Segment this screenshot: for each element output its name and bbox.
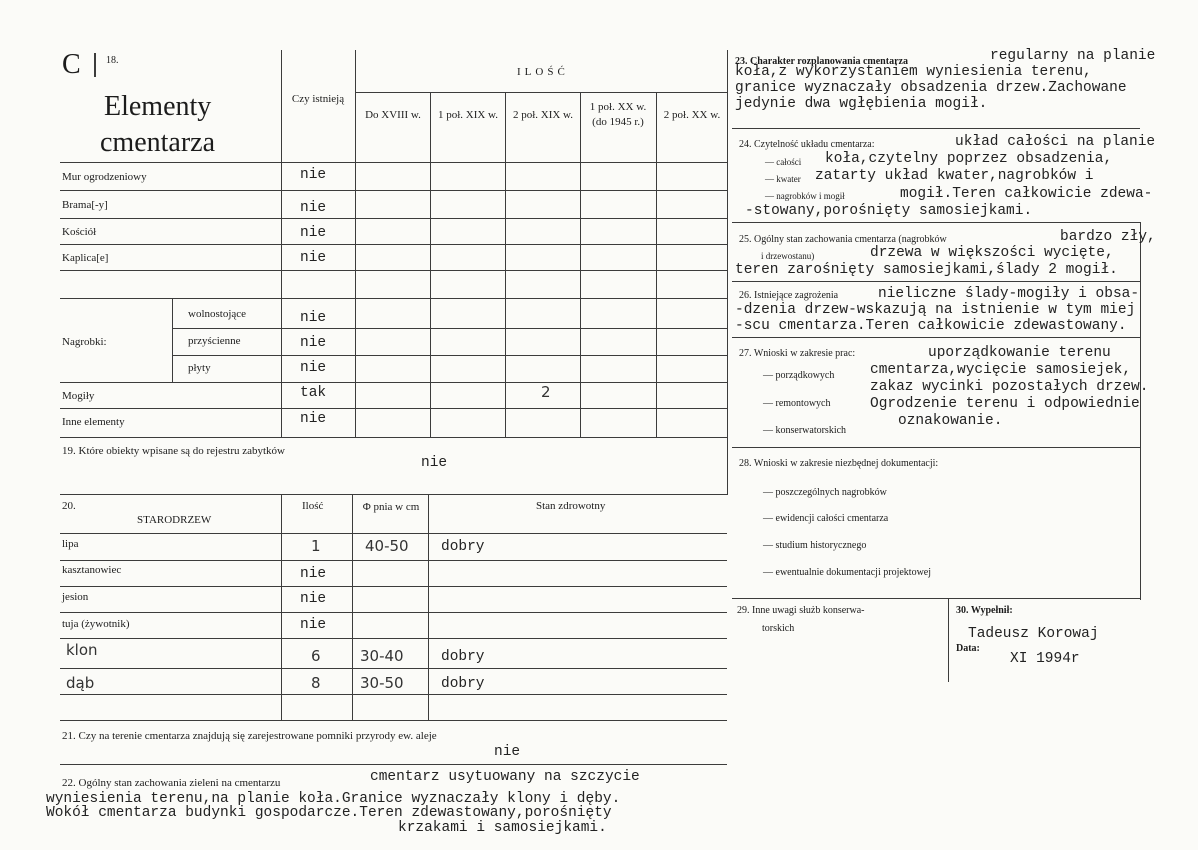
tree-count: nie bbox=[300, 566, 327, 582]
element-label: Brama[-y] bbox=[62, 199, 108, 211]
q20-col-count: Ilość bbox=[302, 500, 324, 512]
tree-diameter: 30-50 bbox=[360, 674, 404, 692]
q27-line: oznakowanie. bbox=[898, 413, 1003, 429]
q23-line: jedynie dwa wgłębienia mogił. bbox=[735, 96, 988, 112]
tree-count: 6 bbox=[311, 647, 321, 665]
element-label: Kaplica[e] bbox=[62, 252, 109, 264]
q28-item: — poszczególnych nagrobków bbox=[763, 487, 887, 498]
col-quantity-header: ILOŚĆ bbox=[517, 66, 569, 78]
gravestones-label: Nagrobki: bbox=[62, 336, 107, 348]
q20-col-health: Stan zdrowotny bbox=[536, 500, 606, 512]
graves-count: 2 bbox=[541, 383, 551, 401]
q22-line: wyniesienia terenu,na planie koła.Granice wyznaczały klony i dęby. bbox=[46, 791, 621, 807]
q20-number: 20. bbox=[62, 500, 76, 512]
q23-line: regularny na planie bbox=[990, 48, 1156, 64]
element-exists: nie bbox=[300, 167, 327, 183]
q25-label: 25. Ogólny stan zachowania cmentarza (nagrobków bbox=[739, 234, 947, 245]
q29-label-2: torskich bbox=[762, 623, 795, 634]
tree-diameter: 40-50 bbox=[365, 537, 409, 555]
tree-health: dobry bbox=[441, 649, 485, 665]
gravestone-sub-label: wolnostojące bbox=[188, 308, 247, 320]
q27-label: 27. Wnioski w zakresie prac: bbox=[739, 348, 856, 359]
tree-name: tuja (żywotnik) bbox=[62, 618, 130, 630]
q22-label: 22. Ogólny stan zachowania zieleni na cmentarzu bbox=[62, 777, 281, 789]
q24-sub: — nagrobków i mogił bbox=[765, 191, 845, 201]
q23-line: koła,z wykorzystaniem wyniesienia terenu, bbox=[735, 64, 1092, 80]
tree-diameter: 30-40 bbox=[360, 647, 404, 665]
other-elements-label: Inne elementy bbox=[62, 416, 125, 428]
col-exists-header: Czy istnieją bbox=[291, 93, 345, 105]
q28-label: 28. Wnioski w zakresie niezbędnej dokumentacji: bbox=[739, 458, 939, 469]
q21-answer: nie bbox=[494, 744, 521, 760]
q28-item: — studium historycznego bbox=[763, 540, 867, 551]
other-elements-exists: nie bbox=[300, 411, 327, 427]
element-label: Kościół bbox=[62, 226, 97, 238]
q23-label: 23. Charakter rozplanowania cmentarza bbox=[735, 56, 908, 67]
q26-label: 26. Istniejące zagrożenia bbox=[739, 290, 839, 301]
q27-line: zakaz wycinki pozostałych drzew. bbox=[870, 379, 1149, 395]
period-4: 2 poł. XX w. bbox=[663, 109, 721, 121]
q20-title: STARODRZEW bbox=[137, 514, 212, 526]
q26-line: nieliczne ślady-mogiły i obsa- bbox=[878, 286, 1140, 302]
q27-sub: — konserwatorskich bbox=[763, 425, 847, 436]
q27-line: cmentarza,wycięcie samosiejek, bbox=[870, 362, 1132, 378]
q19-label: 19. Które obiekty wpisane są do rejestru zabytków bbox=[62, 445, 285, 457]
q30-date: XI 1994r bbox=[1010, 651, 1080, 667]
q24-line: zatarty układ kwater,nagrobków i bbox=[815, 168, 1094, 184]
q30-name: Tadeusz Korowaj bbox=[968, 626, 1099, 642]
q24-sub: — kwater bbox=[765, 174, 801, 184]
tree-count: nie bbox=[300, 591, 327, 607]
q30-date-label: Data: bbox=[956, 643, 980, 654]
q26-line: -dzenia drzew-wskazują na istnienie w tym miej bbox=[735, 302, 1136, 318]
tree-health: dobry bbox=[441, 676, 485, 692]
q30-label: 30. Wypełnił: bbox=[956, 605, 1013, 616]
q24-line: układ całości na planie bbox=[955, 134, 1156, 150]
tree-name: dąb bbox=[66, 674, 95, 692]
tree-name: jesion bbox=[62, 591, 89, 603]
element-exists: nie bbox=[300, 200, 327, 216]
graves-label: Mogiły bbox=[62, 390, 95, 402]
q24-line: mogił.Teren całkowicie zdewa- bbox=[900, 186, 1153, 202]
q24-line: -stowany,porośnięty samosiejkami. bbox=[745, 203, 1033, 219]
q26-line: -scu cmentarza.Teren całkowicie zdewastowany. bbox=[735, 318, 1127, 334]
tree-count: 1 bbox=[311, 537, 321, 555]
period-0: Do XVIII w. bbox=[365, 109, 421, 121]
gravestone-exists: nie bbox=[300, 360, 327, 376]
tree-health: dobry bbox=[441, 539, 485, 555]
period-1: 1 poł. XIX w. bbox=[437, 109, 499, 121]
q22-line: cmentarz usytuowany na szczycie bbox=[370, 769, 640, 785]
q27-sub: — porządkowych bbox=[763, 370, 835, 381]
q25-line: drzewa w większości wycięte, bbox=[870, 245, 1114, 261]
section-number: 18. bbox=[106, 55, 119, 66]
q20-col-diameter: Φ pnia w cm bbox=[362, 501, 420, 513]
tree-name: klon bbox=[66, 641, 98, 659]
q24-sub: — całości bbox=[765, 157, 802, 167]
element-label: Mur ogrodzeniowy bbox=[62, 171, 147, 183]
title-line-2: cmentarza bbox=[100, 127, 216, 158]
tree-name: kasztanowiec bbox=[62, 564, 122, 576]
q27-line: Ogrodzenie terenu i odpowiednie bbox=[870, 396, 1140, 412]
q29-label: 29. Inne uwagi służb konserwa- bbox=[737, 605, 865, 616]
q24-line: koła,czytelny poprzez obsadzenia, bbox=[825, 151, 1113, 167]
title-line-1: Elementy bbox=[104, 91, 212, 122]
gravestone-exists: nie bbox=[300, 310, 327, 326]
q25-label-2: i drzewostanu) bbox=[761, 251, 815, 261]
tree-name: lipa bbox=[62, 538, 79, 550]
q25-line: bardzo zły, bbox=[1060, 229, 1156, 245]
element-exists: nie bbox=[300, 225, 327, 241]
q27-line: uporządkowanie terenu bbox=[928, 345, 1111, 361]
tree-count: nie bbox=[300, 617, 327, 633]
q25-line: teren zarośnięty samosiejkami,ślady 2 mogił. bbox=[735, 262, 1118, 278]
gravestone-sub-label: płyty bbox=[188, 362, 211, 374]
graves-exists: tak bbox=[300, 385, 327, 401]
section-letter: C bbox=[62, 49, 81, 80]
q19-answer: nie bbox=[421, 455, 448, 471]
period-2: 2 poł. XIX w. bbox=[512, 109, 574, 121]
element-exists: nie bbox=[300, 250, 327, 266]
period-3: 1 poł. XX w. (do 1945 r.) bbox=[589, 101, 647, 128]
q22-line: krzakami i samosiejkami. bbox=[398, 820, 607, 836]
q22-line: Wokół cmentarza budynki gospodarcze.Teren zdewastowany,porośnięty bbox=[46, 805, 612, 821]
q23-line: granice wyznaczały obsadzenia drzew.Zachowane bbox=[735, 80, 1127, 96]
tree-count: 8 bbox=[311, 674, 321, 692]
q21-label: 21. Czy na terenie cmentarza znajdują się zarejestrowane pomniki przyrody ew. aleje bbox=[62, 730, 437, 742]
q24-label: 24. Czytelność układu cmentarza: bbox=[739, 139, 875, 150]
q28-item: — ewidencji całości cmentarza bbox=[763, 513, 889, 524]
gravestone-exists: nie bbox=[300, 335, 327, 351]
q27-sub: — remontowych bbox=[763, 398, 831, 409]
gravestone-sub-label: przyścienne bbox=[188, 335, 241, 347]
q28-item: — ewentualnie dokumentacji projektowej bbox=[763, 567, 932, 578]
